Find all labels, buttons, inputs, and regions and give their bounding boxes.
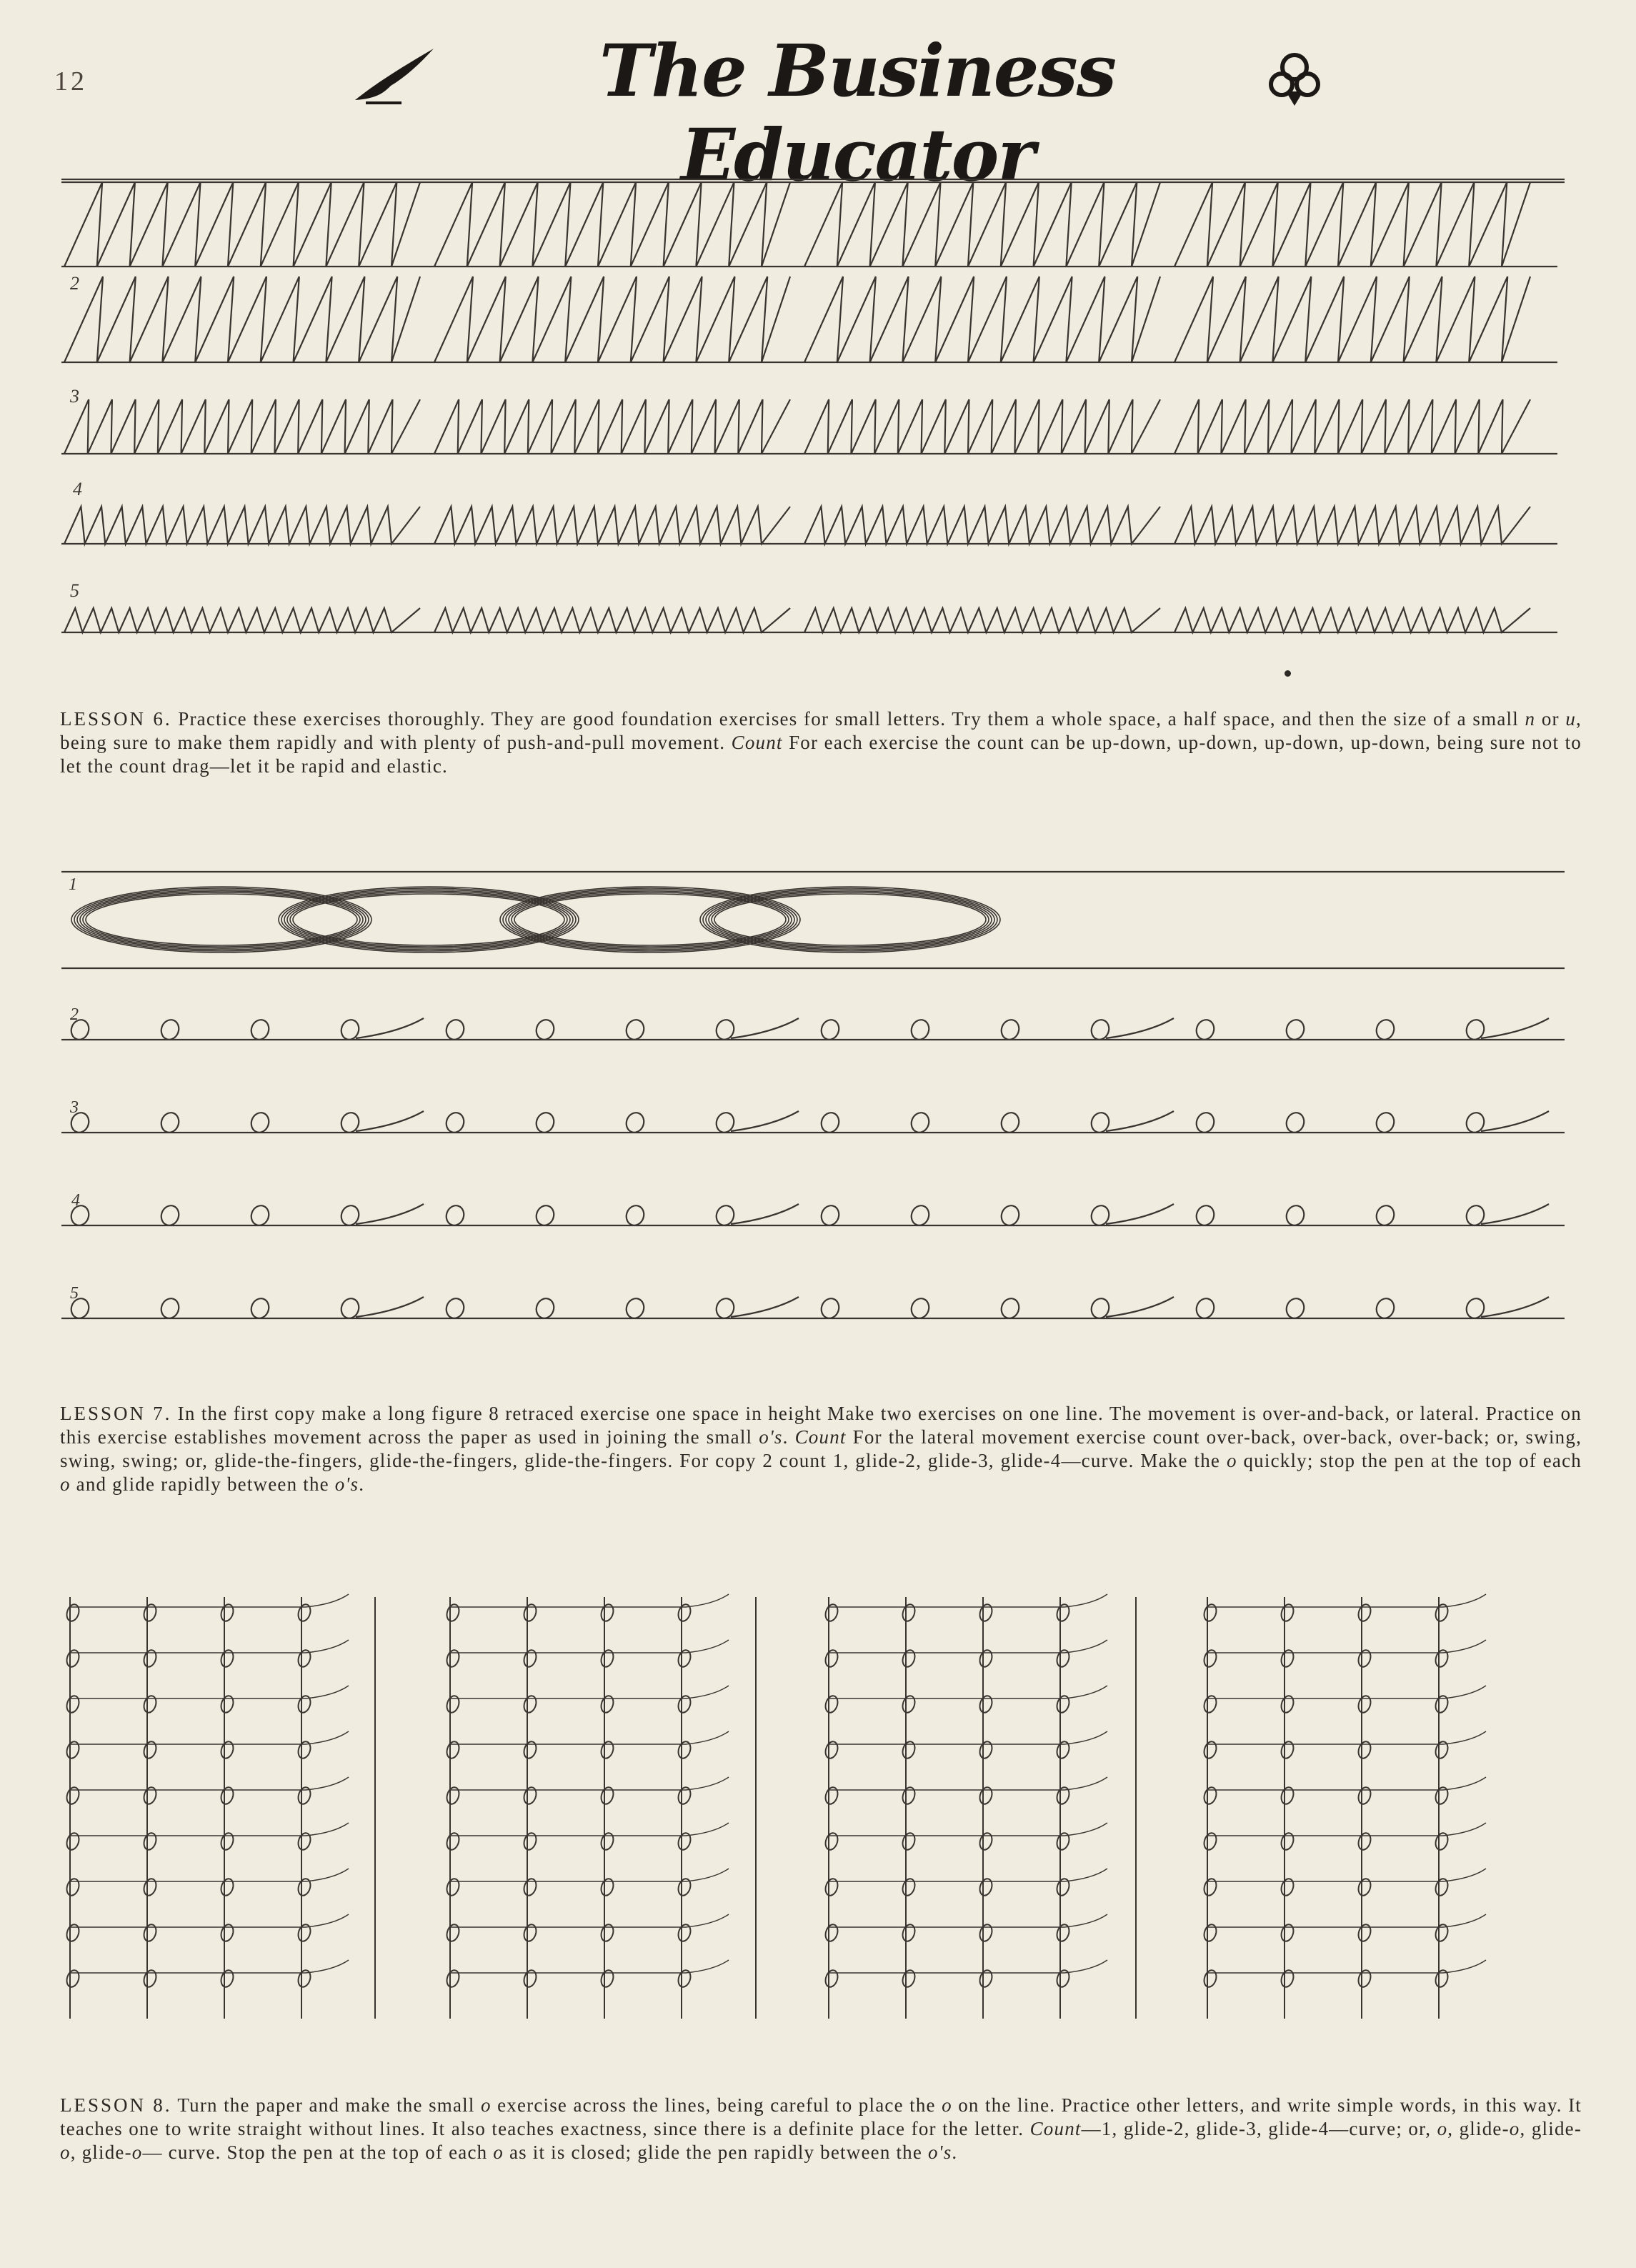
small-o xyxy=(978,1603,994,1623)
pushpull-stroke xyxy=(64,507,420,544)
figure8-oval xyxy=(83,892,360,947)
small-o xyxy=(1202,1740,1219,1760)
small-o xyxy=(65,1740,81,1760)
small-o xyxy=(296,1831,313,1851)
lesson6-caption: LESSON 6. Practice these exercises thoroughly. They are good foundation exercises for small letters. Try them a whole space, a half space, and then the size of a small n or u, being sure to make them rapidly and with plenty of push-and-pull movement. Count For each exercise the count can be up-down, up-down, up-down, up-down, being sure not to let the count drag—let it be rapid and elastic. xyxy=(60,708,1582,777)
figure8-oval xyxy=(709,891,992,948)
row-number: 5 xyxy=(70,580,79,601)
small-o xyxy=(1202,1603,1219,1623)
small-o xyxy=(142,1740,159,1760)
small-o xyxy=(599,1603,616,1623)
small-o xyxy=(219,1786,236,1806)
small-o xyxy=(1055,1923,1072,1943)
figure8-oval xyxy=(77,890,366,950)
vertical-o-exercise-plate xyxy=(57,1590,1579,2033)
oval-exercise-plate xyxy=(57,861,1579,1333)
small-o xyxy=(142,1923,159,1943)
small-o xyxy=(599,1923,616,1943)
small-o xyxy=(445,1831,462,1851)
small-o xyxy=(819,1296,842,1321)
small-o xyxy=(1374,1296,1397,1321)
row-number: 3 xyxy=(70,1098,79,1117)
small-o xyxy=(978,1877,994,1897)
row-number: 1 xyxy=(69,875,77,894)
curve-stroke xyxy=(1106,1111,1174,1131)
small-o xyxy=(1357,1603,1373,1623)
pushpull-stroke xyxy=(64,277,420,362)
small-o xyxy=(824,1694,840,1714)
pushpull-stroke xyxy=(434,182,790,267)
small-o xyxy=(445,1877,462,1897)
small-o xyxy=(65,1877,81,1897)
small-o xyxy=(219,1831,236,1851)
small-o xyxy=(219,1877,236,1897)
small-o xyxy=(1194,1110,1217,1135)
small-o xyxy=(901,1877,917,1897)
small-o xyxy=(677,1969,693,1989)
small-o xyxy=(819,1110,842,1135)
small-o xyxy=(534,1203,557,1228)
small-o xyxy=(1284,1203,1307,1228)
small-o xyxy=(824,1923,840,1943)
small-o xyxy=(219,1923,236,1943)
curve-stroke xyxy=(1106,1297,1174,1317)
curve-stroke xyxy=(1481,1297,1549,1317)
pushpull-stroke xyxy=(1174,507,1530,544)
small-o xyxy=(1055,1831,1072,1851)
small-o xyxy=(142,1694,159,1714)
small-o xyxy=(901,1831,917,1851)
small-o xyxy=(1434,1969,1450,1989)
small-o xyxy=(1202,1877,1219,1897)
small-o xyxy=(677,1877,693,1897)
small-o xyxy=(624,1018,647,1043)
row-number: 4 xyxy=(71,1191,80,1210)
pushpull-stroke xyxy=(434,399,790,454)
small-o xyxy=(522,1877,539,1897)
small-o xyxy=(159,1296,181,1321)
figure8-oval xyxy=(287,891,570,948)
small-o xyxy=(1202,1923,1219,1943)
small-o xyxy=(445,1969,462,1989)
small-o xyxy=(142,1603,159,1623)
small-o xyxy=(1280,1694,1296,1714)
small-o xyxy=(219,1740,236,1760)
pushpull-stroke xyxy=(804,277,1160,362)
pushpull-stroke xyxy=(434,507,790,544)
curve-stroke xyxy=(731,1297,799,1317)
small-o xyxy=(1434,1740,1450,1760)
small-o xyxy=(249,1018,271,1043)
small-o xyxy=(522,1969,539,1989)
small-o xyxy=(1280,1740,1296,1760)
small-o xyxy=(901,1603,917,1623)
lesson8-caption: LESSON 8. Turn the paper and make the small o exercise across the lines, being careful to place the o on the line. Practice other letters, and write simple words, in this way. It teaches one to write straight without lines. It also teaches exactness, since there is a definite place for the letter. Count—1, glide-2, glide-3, glide-4—curve; or, o, glide-o, glide-o, glide-o— curve. Stop the pen at the top of each o as it is closed; glide the pen rapidly between the o's. xyxy=(60,2094,1582,2163)
figure8-oval xyxy=(290,892,567,947)
small-o xyxy=(296,1694,313,1714)
pushpull-stroke xyxy=(1174,608,1530,632)
small-o xyxy=(599,1969,616,1989)
small-o xyxy=(824,1603,840,1623)
small-o xyxy=(534,1296,557,1321)
small-o xyxy=(1357,1969,1373,1989)
small-o xyxy=(824,1648,840,1668)
small-o xyxy=(599,1877,616,1897)
small-o xyxy=(296,1923,313,1943)
small-o xyxy=(1434,1603,1450,1623)
small-o xyxy=(978,1694,994,1714)
pushpull-stroke xyxy=(434,277,790,362)
small-o xyxy=(1202,1648,1219,1668)
small-o xyxy=(1284,1018,1307,1043)
small-o xyxy=(1055,1740,1072,1760)
small-o xyxy=(677,1694,693,1714)
pushpull-stroke xyxy=(1174,277,1530,362)
small-o xyxy=(65,1694,81,1714)
small-o xyxy=(901,1969,917,1989)
small-o xyxy=(901,1786,917,1806)
quill-icon xyxy=(351,43,437,107)
small-o xyxy=(1434,1923,1450,1943)
small-o xyxy=(296,1969,313,1989)
pushpull-stroke xyxy=(64,608,420,632)
curve-stroke xyxy=(731,1018,799,1038)
small-o xyxy=(1280,1786,1296,1806)
small-o xyxy=(1434,1786,1450,1806)
small-o xyxy=(1055,1877,1072,1897)
figure8-oval xyxy=(714,894,986,945)
small-o xyxy=(1280,1648,1296,1668)
small-o xyxy=(522,1740,539,1760)
small-o xyxy=(445,1923,462,1943)
small-o xyxy=(219,1603,236,1623)
small-o xyxy=(909,1296,932,1321)
small-o xyxy=(522,1786,539,1806)
small-o xyxy=(999,1203,1022,1228)
small-o xyxy=(219,1694,236,1714)
small-o xyxy=(142,1648,159,1668)
figure8-oval xyxy=(80,891,363,948)
small-o xyxy=(219,1648,236,1668)
small-o xyxy=(445,1694,462,1714)
small-o xyxy=(909,1203,932,1228)
small-o xyxy=(599,1786,616,1806)
small-o xyxy=(824,1786,840,1806)
small-o xyxy=(249,1203,271,1228)
curve-stroke xyxy=(1481,1204,1549,1224)
small-o xyxy=(1280,1603,1296,1623)
small-o xyxy=(444,1203,467,1228)
small-o xyxy=(1055,1694,1072,1714)
small-o xyxy=(1357,1831,1373,1851)
curve-stroke xyxy=(1106,1204,1174,1224)
small-o xyxy=(445,1648,462,1668)
small-o xyxy=(978,1786,994,1806)
small-o xyxy=(534,1110,557,1135)
small-o xyxy=(296,1603,313,1623)
small-o xyxy=(1357,1740,1373,1760)
small-o xyxy=(249,1110,271,1135)
small-o xyxy=(624,1203,647,1228)
small-o xyxy=(1055,1603,1072,1623)
small-o xyxy=(296,1648,313,1668)
small-o xyxy=(999,1018,1022,1043)
curve-stroke xyxy=(1481,1018,1549,1038)
small-o xyxy=(65,1648,81,1668)
curve-stroke xyxy=(1106,1018,1174,1038)
small-o xyxy=(159,1203,181,1228)
small-o xyxy=(1374,1110,1397,1135)
small-o xyxy=(1434,1694,1450,1714)
small-o xyxy=(1280,1877,1296,1897)
lesson7-caption: LESSON 7. In the first copy make a long figure 8 retraced exercise one space in height Make two exercises on one line. The movement is over-and-back, or lateral. Practice on this exercise establishes movement across the paper as used in joining the small o's. Count For the lateral movement exercise count over-back, over-back, over-back; or, swing, swing, swing; or, glide-the-fingers, glide-the-fingers, glide-the-fingers. For copy 2 count 1, glide-2, glide-3, glide-4—curve. Make the o quickly; stop the pen at the top of each o and glide rapidly between the o's. xyxy=(60,1403,1582,1495)
small-o xyxy=(522,1923,539,1943)
small-o xyxy=(901,1694,917,1714)
small-o xyxy=(1280,1923,1296,1943)
pushpull-stroke xyxy=(1174,399,1530,454)
small-o xyxy=(599,1694,616,1714)
small-o xyxy=(444,1296,467,1321)
small-o xyxy=(824,1969,840,1989)
small-o xyxy=(522,1603,539,1623)
small-o xyxy=(1055,1969,1072,1989)
pushpull-stroke xyxy=(1174,182,1530,267)
small-o xyxy=(1357,1648,1373,1668)
pushpull-exercise-plate xyxy=(57,175,1579,647)
small-o xyxy=(1202,1786,1219,1806)
small-o xyxy=(444,1110,467,1135)
pushpull-stroke xyxy=(804,182,1160,267)
row-number: 5 xyxy=(70,1284,79,1303)
figure8-oval xyxy=(514,894,786,945)
pushpull-stroke xyxy=(64,182,420,267)
small-o xyxy=(445,1786,462,1806)
small-o xyxy=(142,1831,159,1851)
small-o xyxy=(819,1018,842,1043)
small-o xyxy=(159,1018,181,1043)
small-o xyxy=(677,1648,693,1668)
row-number: 3 xyxy=(70,386,79,407)
curve-stroke xyxy=(731,1204,799,1224)
small-o xyxy=(1280,1969,1296,1989)
small-o xyxy=(1280,1831,1296,1851)
small-o xyxy=(219,1969,236,1989)
small-o xyxy=(1202,1831,1219,1851)
small-o xyxy=(909,1110,932,1135)
figure8-oval xyxy=(284,890,573,950)
curve-stroke xyxy=(731,1111,799,1131)
small-o xyxy=(901,1648,917,1668)
small-o xyxy=(296,1740,313,1760)
small-o xyxy=(522,1648,539,1668)
small-o xyxy=(522,1694,539,1714)
small-o xyxy=(522,1831,539,1851)
small-o xyxy=(296,1786,313,1806)
small-o xyxy=(142,1877,159,1897)
small-o xyxy=(159,1110,181,1135)
pushpull-stroke xyxy=(434,608,790,632)
small-o xyxy=(1194,1203,1217,1228)
small-o xyxy=(1434,1877,1450,1897)
curve-stroke xyxy=(356,1297,424,1317)
small-o xyxy=(978,1740,994,1760)
small-o xyxy=(978,1923,994,1943)
small-o xyxy=(1284,1110,1307,1135)
small-o xyxy=(978,1969,994,1989)
masthead-title: The Business Educator xyxy=(599,29,1115,197)
small-o xyxy=(65,1603,81,1623)
small-o xyxy=(901,1740,917,1760)
figure8-oval xyxy=(86,894,357,945)
small-o xyxy=(1055,1648,1072,1668)
small-o xyxy=(824,1740,840,1760)
small-o xyxy=(444,1018,467,1043)
small-o xyxy=(999,1296,1022,1321)
figure8-oval xyxy=(281,888,576,951)
curve-stroke xyxy=(356,1204,424,1224)
page-number: 12 xyxy=(54,66,87,96)
pushpull-stroke xyxy=(64,399,420,454)
small-o xyxy=(65,1831,81,1851)
small-o xyxy=(249,1296,271,1321)
emblem-icon xyxy=(1265,49,1325,109)
small-o xyxy=(65,1923,81,1943)
row-number: 2 xyxy=(70,1005,79,1024)
small-o xyxy=(65,1969,81,1989)
small-o xyxy=(677,1786,693,1806)
small-o xyxy=(624,1296,647,1321)
small-o xyxy=(1357,1786,1373,1806)
small-o xyxy=(909,1018,932,1043)
small-o xyxy=(999,1110,1022,1135)
small-o xyxy=(1202,1969,1219,1989)
small-o xyxy=(978,1831,994,1851)
small-o xyxy=(1357,1923,1373,1943)
small-o xyxy=(142,1786,159,1806)
row-number: 4 xyxy=(73,479,82,499)
figure8-oval xyxy=(512,892,789,947)
small-o xyxy=(624,1110,647,1135)
small-o xyxy=(599,1740,616,1760)
small-o xyxy=(65,1786,81,1806)
small-o xyxy=(1434,1831,1450,1851)
figure8-oval xyxy=(712,892,989,947)
small-o xyxy=(1202,1694,1219,1714)
small-o xyxy=(677,1603,693,1623)
small-o xyxy=(445,1740,462,1760)
small-o xyxy=(1374,1018,1397,1043)
row-number: 2 xyxy=(70,273,79,294)
small-o xyxy=(819,1203,842,1228)
small-o xyxy=(1357,1877,1373,1897)
small-o xyxy=(1055,1786,1072,1806)
small-o xyxy=(1374,1203,1397,1228)
small-o xyxy=(534,1018,557,1043)
pushpull-stroke xyxy=(804,399,1160,454)
small-o xyxy=(824,1831,840,1851)
small-o xyxy=(296,1877,313,1897)
small-o xyxy=(142,1969,159,1989)
ink-dot xyxy=(1285,670,1291,677)
small-o xyxy=(445,1603,462,1623)
small-o xyxy=(1357,1694,1373,1714)
small-o xyxy=(677,1740,693,1760)
figure8-oval xyxy=(506,890,794,950)
small-o xyxy=(824,1877,840,1897)
curve-stroke xyxy=(1481,1111,1549,1131)
curve-stroke xyxy=(356,1018,424,1038)
small-o xyxy=(1194,1018,1217,1043)
small-o xyxy=(599,1831,616,1851)
small-o xyxy=(677,1831,693,1851)
pushpull-stroke xyxy=(804,608,1160,632)
figure8-oval xyxy=(706,890,994,950)
small-o xyxy=(1284,1296,1307,1321)
small-o xyxy=(1194,1296,1217,1321)
curve-stroke xyxy=(356,1111,424,1131)
small-o xyxy=(599,1648,616,1668)
small-o xyxy=(1434,1648,1450,1668)
small-o xyxy=(677,1923,693,1943)
pushpull-stroke xyxy=(804,507,1160,544)
small-o xyxy=(978,1648,994,1668)
small-o xyxy=(901,1923,917,1943)
